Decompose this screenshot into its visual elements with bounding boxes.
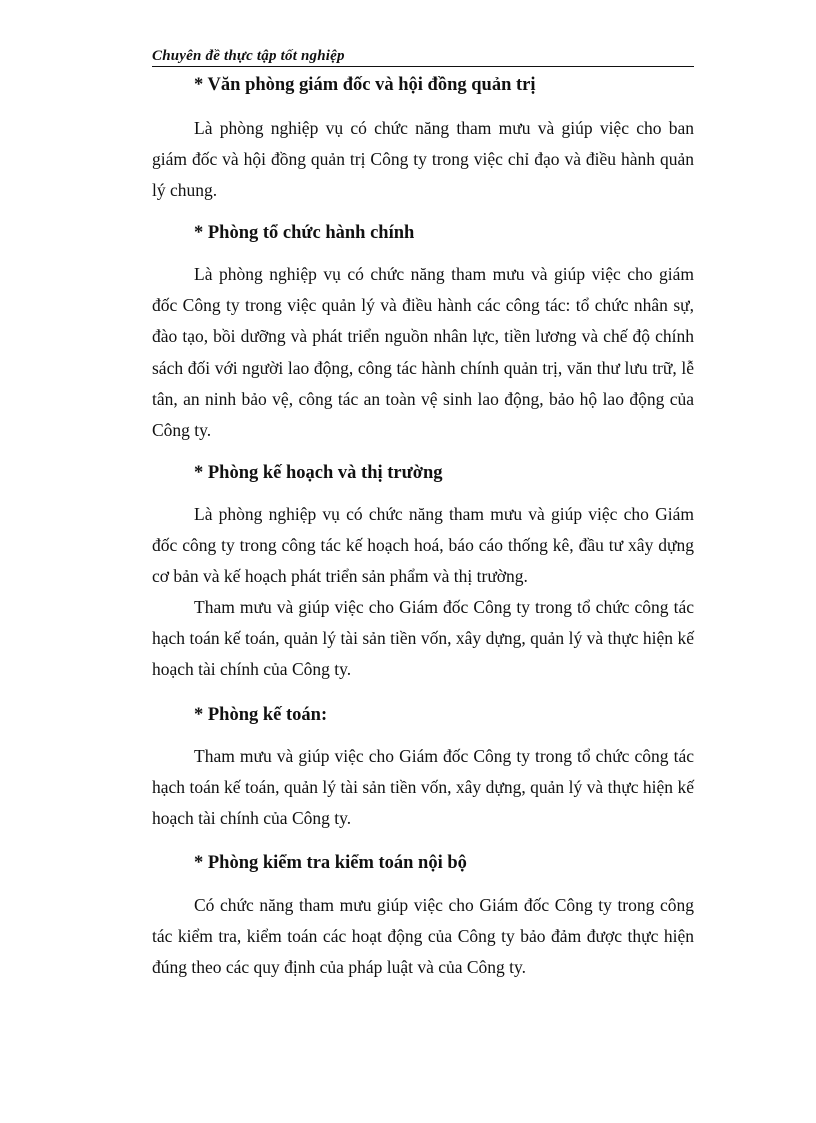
header-title: Chuyên đề thực tập tốt nghiệp [152, 48, 345, 64]
paragraph: Có chức năng tham mưu giúp việc cho Giám đốc Công ty trong công tác kiểm tra, kiểm toán các hoạt động của Công ty bảo đảm được thực hiện đúng theo các quy định của pháp luật và của Công ty. [152, 895, 694, 978]
section-heading-accounting: * Phòng kế toán: [194, 705, 328, 725]
section-heading-administration: * Phòng tổ chức hành chính [194, 223, 415, 243]
paragraph: Là phòng nghiệp vụ có chức năng tham mưu và giúp việc cho Giám đốc công ty trong công tác kế hoạch hoá, báo cáo thống kê, đầu tư xây dựng cơ bản và kế hoạch phát triển sản phẩm và thị trường. [152, 504, 694, 587]
section-heading-board-office: * Văn phòng giám đốc và hội đồng quản trị [194, 75, 536, 95]
section-heading-planning-market: * Phòng kế hoạch và thị trường [194, 463, 443, 483]
paragraph: Là phòng nghiệp vụ có chức năng tham mưu và giúp việc cho ban giám đốc và hội đồng quản trị Công ty trong việc chỉ đạo và điều hành quản lý chung. [152, 118, 694, 201]
paragraph: Tham mưu và giúp việc cho Giám đốc Công ty trong tổ chức công tác hạch toán kế toán, quản lý tài sản tiền vốn, xây dựng, quản lý và thực hiện kế hoạch tài chính của Công ty. [152, 597, 694, 680]
paragraph: Tham mưu và giúp việc cho Giám đốc Công ty trong tổ chức công tác hạch toán kế toán, quản lý tài sản tiền vốn, xây dựng, quản lý và thực hiện kế hoạch tài chính của Công ty. [152, 746, 694, 829]
section-heading-internal-audit: * Phòng kiểm tra kiểm toán nội bộ [194, 853, 467, 873]
page-header [152, 44, 694, 67]
paragraph: Là phòng nghiệp vụ có chức năng tham mưu và giúp việc cho giám đốc Công ty trong việc quản lý và điều hành các công tác: tổ chức nhân sự, đào tạo, bồi dưỡng và phát triển nguồn nhân lực, tiền lương và chế độ chính sách đối với người lao động, công tác hành chính quản trị, văn thư lưu trữ, lễ tân, an ninh bảo vệ, công tác an toàn vệ sinh lao động, bảo hộ lao động của Công ty. [152, 264, 694, 441]
